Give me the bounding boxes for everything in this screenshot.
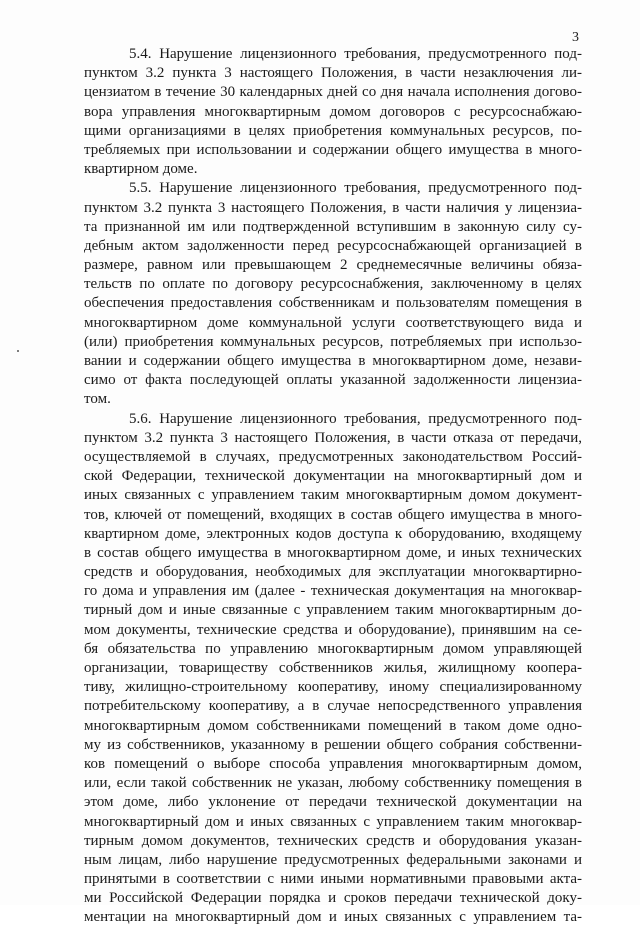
text-line: го дома и управления им (далее - техническая документация на многоквар- xyxy=(84,583,582,600)
text-line: потребительскому кооперативу, а в случае непосредственного управления xyxy=(84,698,582,715)
text-line: 5.5. Нарушение лицензионного требования, предусмотренного под- xyxy=(129,180,582,197)
text-line: 5.4. Нарушение лицензионного требования, предусмотренного под- xyxy=(129,46,582,62)
text-line: многоквартирным домом собственниками помещений в таком доме одно- xyxy=(84,717,582,734)
text-line: тов, ключей от помещений, входящих в состав общего имущества в много- xyxy=(84,506,582,523)
text-line: щими организациями в целях приобретения коммунальных ресурсов, по- xyxy=(84,122,582,139)
scan-speck xyxy=(17,350,19,352)
text-line: обеспечения предоставления собственникам и пользователям помещения в xyxy=(84,295,582,312)
text-line: тирным домом документов, технических средств и оборудования указан- xyxy=(84,832,582,849)
text-line: принятыми в соответствии с ними иными нормативными правовыми акта- xyxy=(84,871,582,888)
text-line: дебным актом задолженности перед ресурсоснабжающей организацией в xyxy=(84,237,582,254)
text-line: том. xyxy=(84,391,111,408)
paragraph-3 xyxy=(84,410,582,928)
text-line: ской Федерации, технической документации на многоквартирный дом и xyxy=(84,468,582,485)
text-line: иных связанных с управлением таким многоквартирным домом документ- xyxy=(84,487,582,504)
text-line: та признанной им или подтвержденной вступившим в законную силу су- xyxy=(84,218,582,235)
text-line: мом документы, технические средства и оборудование), принявшим на се- xyxy=(84,621,582,638)
text-line: или, если такой собственник не указан, любому собственнику помещения в xyxy=(84,775,582,792)
text-line: ментации на многоквартирный дом и иных связанных с управлением та- xyxy=(84,909,582,926)
text-line: ми Российской Федерации порядка и сроков передачи технической доку- xyxy=(84,890,582,907)
text-line: размере, равном или превышающем 2 среднемесячные величины обяза- xyxy=(84,257,582,274)
text-line: средств и оборудования, необходимых для эксплуатации многоквартирно- xyxy=(84,564,582,581)
text-line: квартирном доме. xyxy=(84,161,198,178)
paragraph-1 xyxy=(84,45,582,179)
text-line: ным лицам, либо нарушение предусмотренных федеральными законами и xyxy=(84,851,582,868)
text-line: тирный дом и иные связанные с управлением таким многоквартирным до- xyxy=(84,602,582,619)
text-line: организации, товариществу собственников жилья, жилищному коопера- xyxy=(84,660,582,676)
text-line: симо от факта последующей оплаты указанной задолженности лицензиа- xyxy=(84,372,582,389)
text-line: тельств по оплате по договору ресурсоснабжения, заключенному в целях xyxy=(84,276,582,293)
text-line: этом доме, либо уклонение от передачи технической документации на xyxy=(84,794,582,811)
text-line: в состав общего имущества в многоквартирном доме, и иных технических xyxy=(84,544,582,561)
text-line: (или) приобретения коммунальных ресурсов, потребляемых при использо- xyxy=(84,333,582,350)
page-number: 3 xyxy=(572,30,579,45)
text-line: ков помещений о выборе способа управления многоквартирным домом, xyxy=(84,755,582,772)
text-line: му из собственников, указанному в решении общего собрания собственни- xyxy=(84,736,582,753)
text-line: пунктом 3.2 пункта 3 настоящего Положения, в части незаключения ли- xyxy=(84,65,582,82)
text-line: многоквартирном доме коммунальной услуги соответствующего вида и xyxy=(84,314,582,331)
text-line: пунктом 3.2 пункта 3 настоящего Положения, в части наличия у лицензиа- xyxy=(84,199,582,216)
text-line: квартирном доме, электронных кодов доступа к оборудованию, входящему xyxy=(84,525,582,542)
text-line: вании и содержании общего имущества в многоквартирном доме, незави- xyxy=(84,353,582,369)
text-line: тиву, жилищно-строительному кооперативу, иному специализированному xyxy=(84,679,582,696)
document-body xyxy=(84,45,582,928)
text-line: требляемых при использовании и содержании общего имущества в много- xyxy=(84,141,582,158)
text-line: осуществляемой в случаях, предусмотренных законодательством Россий- xyxy=(84,448,582,465)
text-line: бя обязательства по управлению многоквартирным домом управляющей xyxy=(84,640,582,657)
text-line: цензиатом в течение 30 календарных дней со дня начала исполнения догово- xyxy=(84,84,582,101)
text-line: 5.6. Нарушение лицензионного требования, предусмотренного под- xyxy=(129,410,582,427)
text-line: пунктом 3.2 пункта 3 настоящего Положения, в части отказа от передачи, xyxy=(84,429,582,446)
paragraph-2 xyxy=(84,179,582,409)
text-line: многоквартирный дом и иных связанных с управлением таким многоквар- xyxy=(84,813,582,830)
text-line: вора управления многоквартирным домом договоров с ресурсоснабжаю- xyxy=(84,103,582,120)
